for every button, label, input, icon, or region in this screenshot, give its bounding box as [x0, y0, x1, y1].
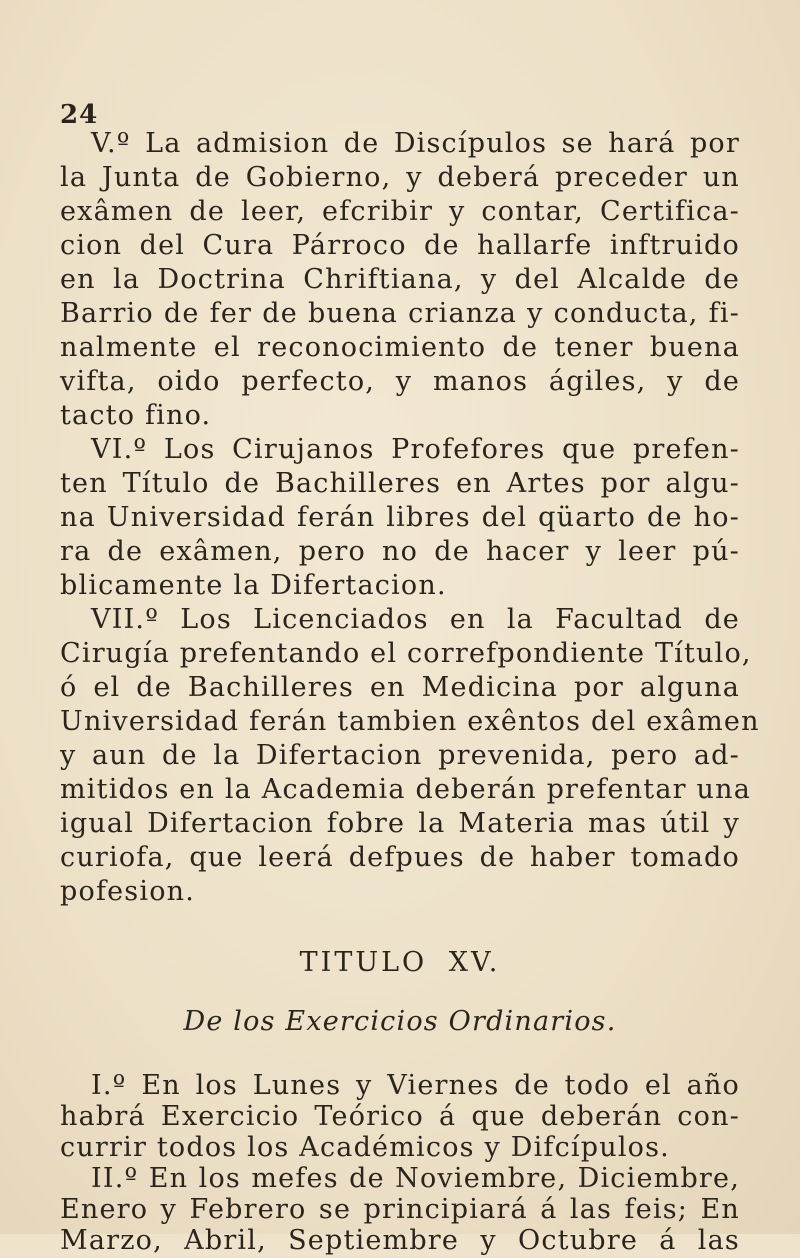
- text-line: pofesion.: [60, 876, 196, 907]
- text-line: la Junta de Gobierno, y deberá preceder un: [60, 162, 740, 193]
- text-line: V.º La admision de Discípulos se hará por: [91, 128, 740, 159]
- text-line: VI.º Los Cirujanos Profefores que prefen-: [91, 434, 740, 465]
- text-line: habrá Exercicio Teórico á que deberán con-: [60, 1101, 740, 1132]
- text-line: Enero y Febrero se principiará á las feis; En: [60, 1194, 740, 1225]
- text-line: nalmente el reconocimiento de tener buena: [60, 332, 740, 363]
- text-line: exâmen de leer, efcribir y contar, Certifica-: [60, 196, 740, 227]
- page-number: 24: [60, 100, 99, 130]
- text-line: vifta, oido perfecto, y manos ágiles, y de: [60, 366, 740, 397]
- text-line: mitidos en la Academia deberán prefentar una: [60, 774, 752, 805]
- text-line: Universidad ferán tambien exêntos del exâmen: [60, 706, 760, 737]
- text-line: ó el de Bachilleres en Medicina por alguna: [60, 672, 740, 703]
- text-line: cion del Cura Párroco de hallarfe inftruido: [60, 230, 740, 261]
- text-line: y aun de la Difertacion prevenida, pero ad-: [60, 740, 740, 771]
- text-line: VII.º Los Licenciados en la Facultad de: [91, 604, 740, 635]
- text-line: na Universidad ferán libres del qüarto de ho-: [60, 502, 740, 533]
- text-line: Marzo, Abril, Septiembre y Octubre á las: [60, 1225, 740, 1256]
- text-line: currir todos los Académicos y Difcípulos.: [60, 1132, 670, 1163]
- text-line: en la Doctrina Chriftiana, y del Alcalde de: [60, 264, 740, 295]
- text-line: tacto fino.: [60, 400, 212, 431]
- text-line: II.º En los mefes de Noviembre, Diciembre,: [91, 1163, 740, 1194]
- text-line: igual Difertacion fobre la Materia mas útil y: [60, 808, 740, 839]
- text-line: curiofa, que leerá defpues de haber tomado: [60, 842, 740, 873]
- text-line: ten Título de Bachilleres en Artes por algu-: [60, 468, 740, 499]
- text-line: Cirugía prefentando el correfpondiente Título,: [60, 638, 752, 669]
- section-title: TITULO XV.: [299, 947, 501, 978]
- text-line: ra de exâmen, pero no de hacer y leer pú-: [60, 536, 740, 567]
- text-line: I.º En los Lunes y Viernes de todo el año: [91, 1070, 740, 1101]
- text-line: Barrio de fer de buena crianza y conducta, fi-: [60, 298, 740, 329]
- text-line: blicamente la Difertacion.: [60, 570, 447, 601]
- section-subtitle: De los Exercicios Ordinarios.: [183, 1006, 617, 1037]
